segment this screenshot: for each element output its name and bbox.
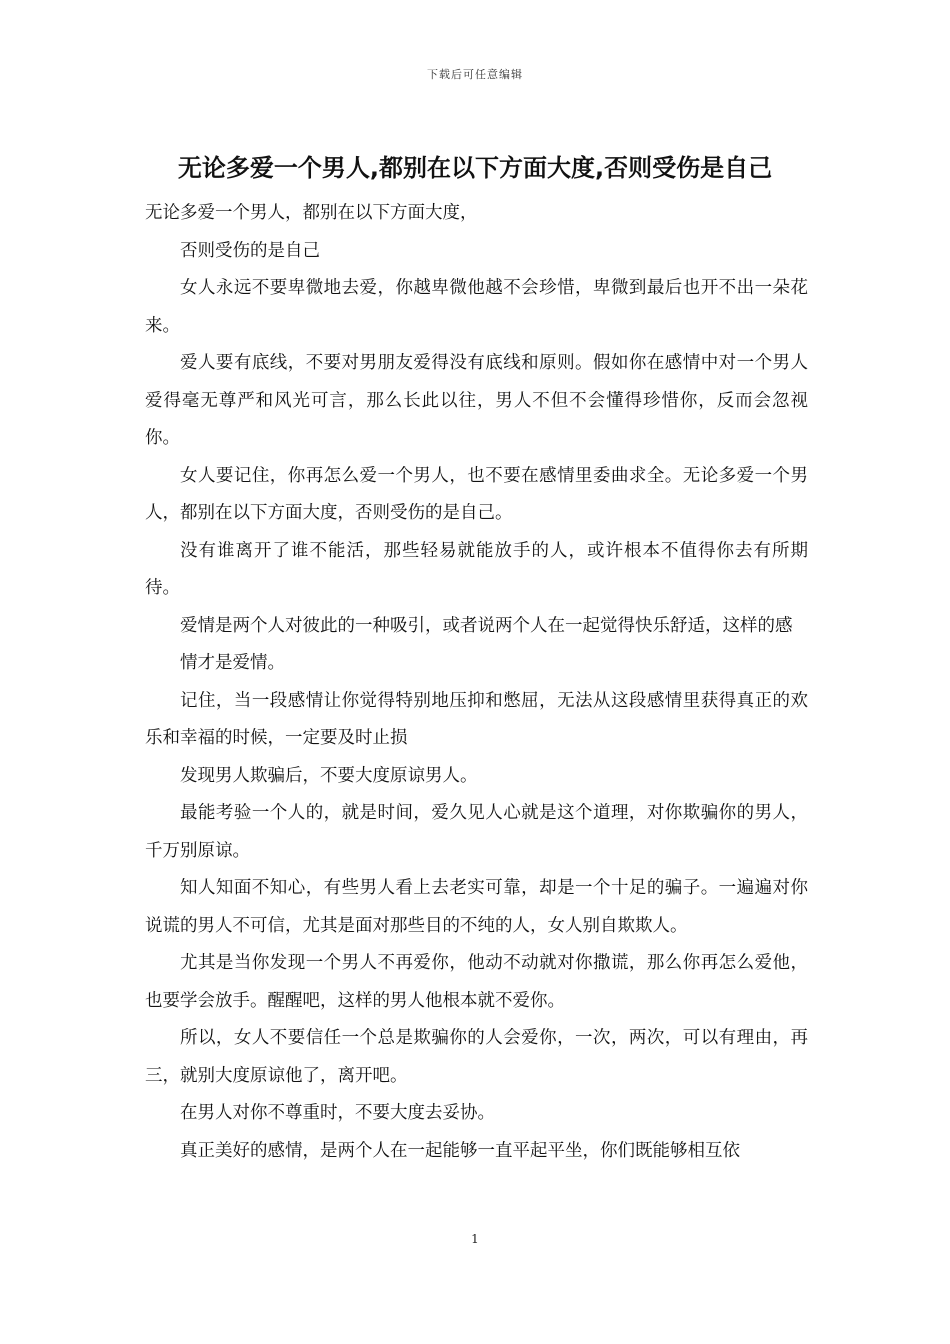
paragraph-6: 没有谁离开了谁不能活，那些轻易就能放手的人，或许根本不值得你去有所期待。 (145, 540, 808, 598)
paragraph-7: 爱情是两个人对彼此的一种吸引，或者说两个人在一起觉得快乐舒适，这样的感 (180, 615, 793, 636)
paragraph-5: 女人要记住，你再怎么爱一个男人，也不要在感情里委曲求全。无论多爱一个男人，都别在以下方面大度，否则受伤的是自己。 (145, 465, 808, 523)
paragraph-13: 尤其是当你发现一个男人不再爱你，他动不动就对你撒谎，那么你再怎么爱他，也要学会放手。醒醒吧，这样的男人他根本就不爱你。 (145, 953, 808, 1011)
paragraph-3: 女人永远不要卑微地去爱，你越卑微他越不会珍惜，卑微到最后也开不出一朵花来。 (145, 278, 808, 336)
paragraph-16: 真正美好的感情，是两个人在一起能够一直平起平坐，你们既能够相互依 (180, 1140, 740, 1161)
page-number: 1 (471, 1232, 479, 1246)
paragraph-2: 否则受伤的是自己 (180, 240, 320, 261)
paragraph-11: 最能考验一个人的，就是时间，爱久见人心就是这个道理，对你欺骗你的男人，千万别原谅。 (145, 803, 808, 861)
document-title: 无论多爱一个男人,都别在以下方面大度,否则受伤是自己 (177, 154, 773, 182)
document-body (145, 195, 808, 1170)
paragraph-14: 所以，女人不要信任一个总是欺骗你的人会爱你，一次，两次，可以有理由，再三，就别大度原谅他了，离开吧。 (145, 1028, 808, 1086)
paragraph-1: 无论多爱一个男人，都别在以下方面大度， (145, 203, 478, 223)
paragraph-10: 发现男人欺骗后，不要大度原谅男人。 (180, 765, 478, 786)
paragraph-12: 知人知面不知心，有些男人看上去老实可靠，却是一个十足的骗子。一遍遍对你说谎的男人不可信，尤其是面对那些目的不纯的人，女人别自欺欺人。 (145, 878, 808, 936)
paragraph-9: 记住，当一段感情让你觉得特别地压抑和憋屈，无法从这段感情里获得真正的欢乐和幸福的时候，一定要及时止损 (145, 690, 808, 748)
paragraph-8: 情才是爱情。 (180, 653, 285, 673)
paragraph-4: 爱人要有底线，不要对男朋友爱得没有底线和原则。假如你在感情中对一个男人爱得毫无尊严和风光可言，那么长此以往，男人不但不会懂得珍惜你，反而会忽视你。 (145, 353, 808, 448)
paragraph-15: 在男人对你不尊重时，不要大度去妥协。 (180, 1103, 495, 1123)
page-header: 下载后可任意编辑 (427, 68, 523, 81)
